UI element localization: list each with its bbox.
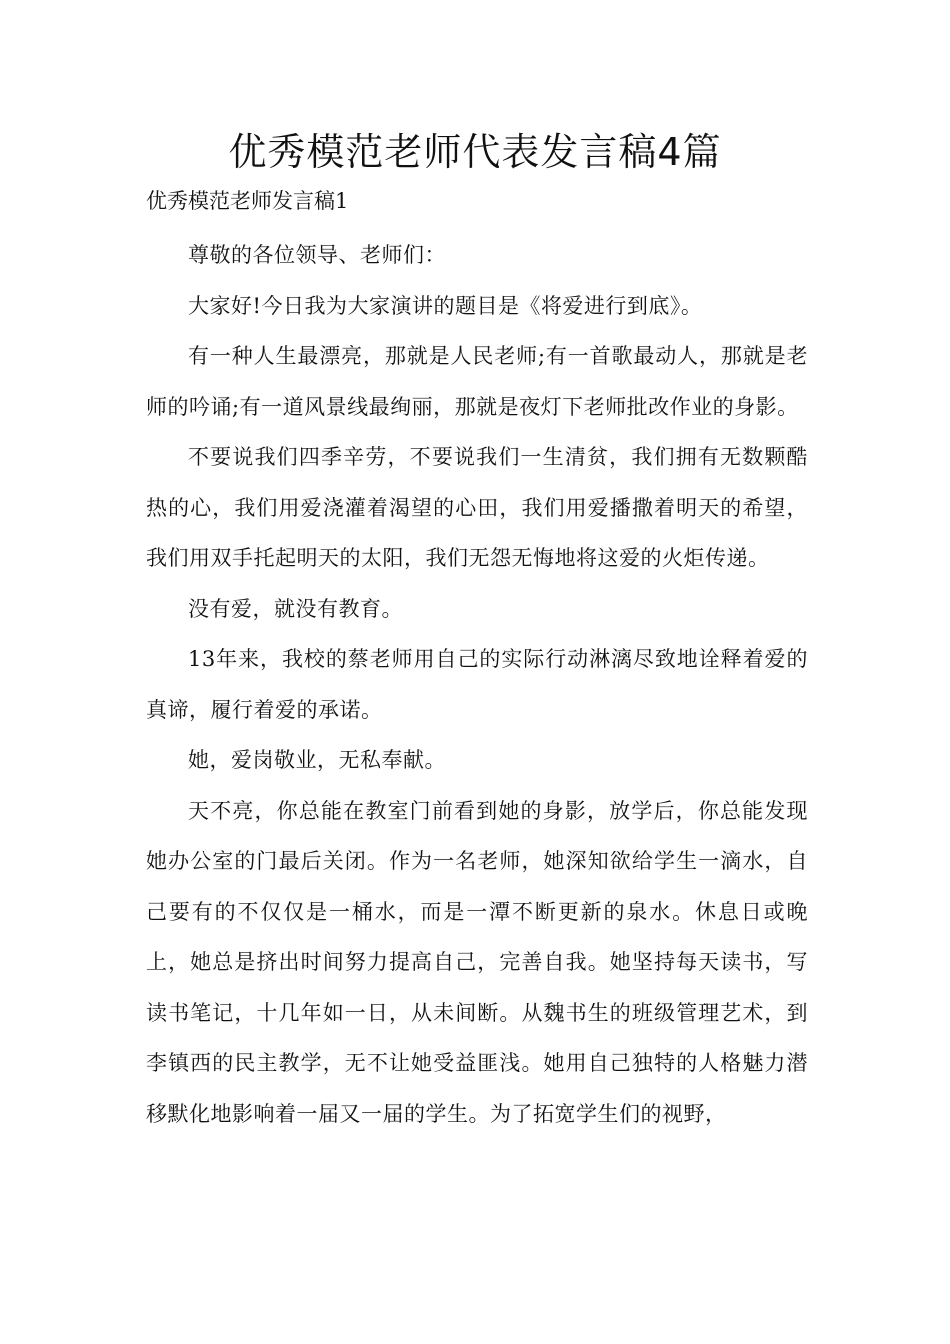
paragraph: 有一种人生最漂亮，那就是人民老师;有一首歌最动人，那就是老师的吟诵;有一道风景线最绚丽，那就是夜灯下老师批改作业的身影。 [146,344,808,419]
paragraph: 不要说我们四季辛劳，不要说我们一生清贫，我们拥有无数颗酷热的心，我们用爱浇灌着渴望的心田，我们用爱播撒着明天的希望，我们用双手托起明天的太阳，我们无怨无悔地将这爱的火炬传递。 [146,445,808,570]
paragraph-greeting: 大家好!今日我为大家演讲的题目是《将爱进行到底》。 [188,293,703,318]
paragraph: 13年来，我校的蔡老师用自己的实际行动淋漓尽致地诠释着爱的真谛，履行着爱的承诺。 [146,647,808,722]
paragraph: 她，爱岗敬业，无私奉献。 [188,748,446,772]
document-title: 优秀模范老师代表发言稿4篇 [228,130,722,174]
paragraph-salutation: 尊敬的各位领导、老师们： [188,243,446,267]
paragraph: 没有爱，就没有教育。 [188,596,403,621]
paragraph: 天不亮，你总能在教室门前看到她的身影，放学后，你总能发现她办公室的门最后关闭。作为一名老师，她深知欲给学生一滴水，自己要有的不仅仅是一桶水，而是一潭不断更新的泉水。休息日或晚上，她总是挤出时间努力提高自己，完善自我。她坚持每天读书，写读书笔记，十几年如一日，从未间断。从魏书生的班级管理艺术，到李镇西的民主教学，无不让她受益匪浅。她用自己独特的人格魅力潜移默化地影响着一届又一届的学生。为了拓宽学生们的视野， [146,798,808,1126]
document-subtitle: 优秀模范老师发言稿1 [146,189,349,213]
document-body [146,230,808,1139]
